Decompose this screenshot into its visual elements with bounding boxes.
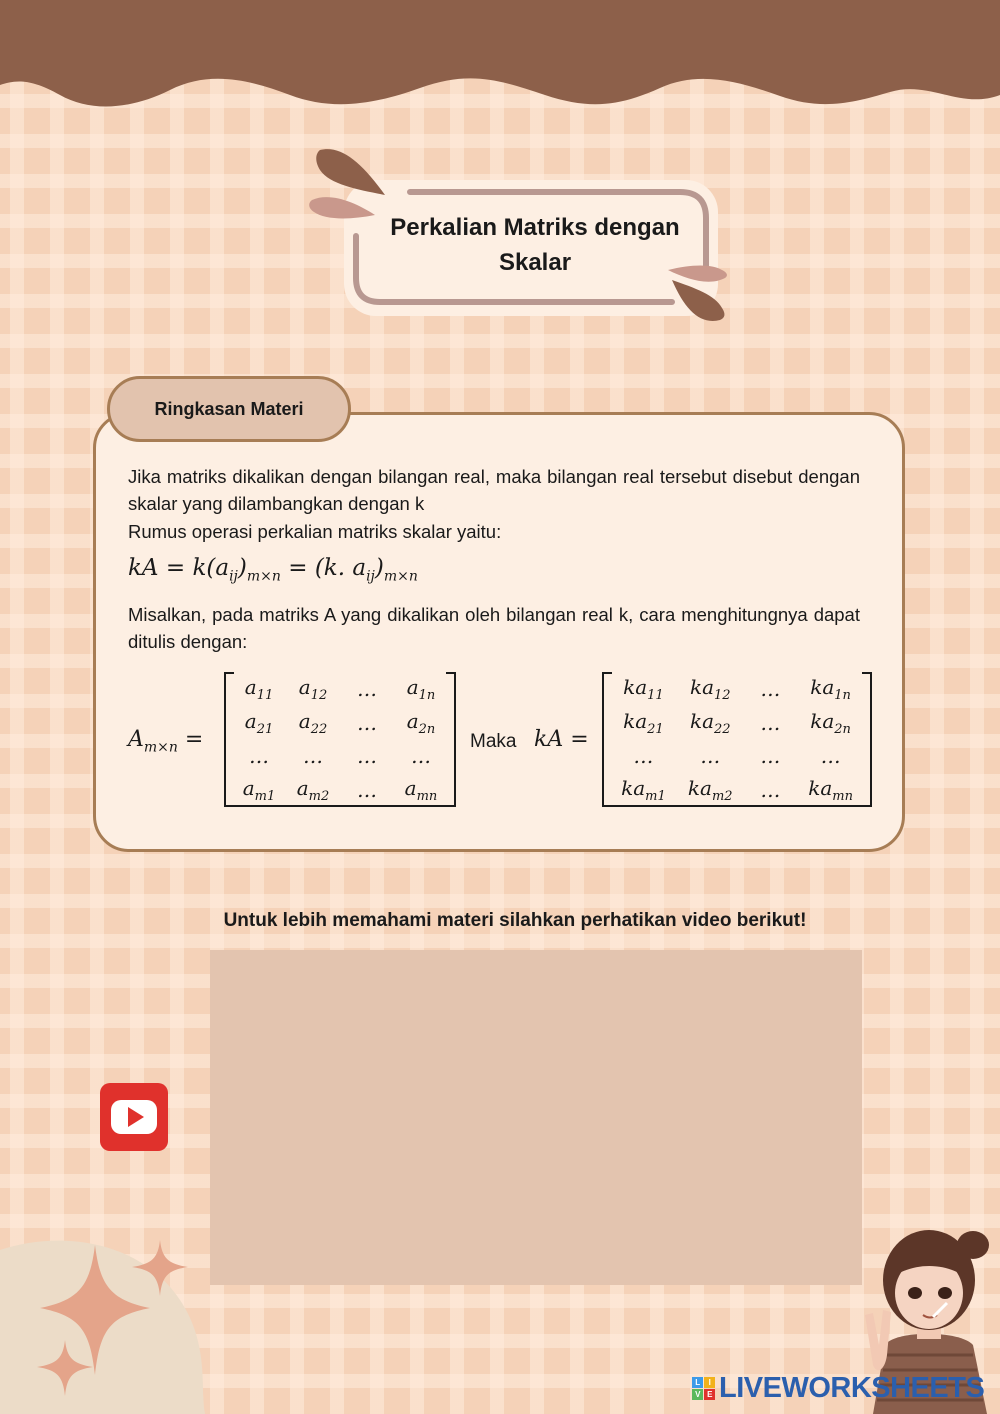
matrix-cell: $a_{22}$ — [298, 708, 328, 737]
intro-paragraph: Jika matriks dikalikan dengan bilangan real, maka bilangan real tersebut disebut dengan skalar yang dilambangkan dengan k — [128, 466, 860, 514]
matrix-row — [610, 776, 864, 804]
matrix-cell: … — [820, 744, 841, 769]
matrix-cell: … — [357, 710, 377, 735]
matrix-cell: $a_{12}$ — [298, 674, 328, 703]
matrix-cell: … — [760, 710, 781, 735]
matrix-cell: $ka_{21}$ — [623, 708, 664, 737]
matrix-row — [232, 744, 448, 768]
matrix-cell: … — [303, 744, 323, 769]
matrix-cell: $ka_{2n}$ — [810, 708, 851, 737]
matrix-cell: … — [249, 744, 269, 769]
matrix-cell: … — [760, 778, 781, 803]
matrix-cell: $ka_{mn}$ — [808, 776, 853, 805]
matrix-cell: $a_{m2}$ — [296, 776, 330, 805]
matrix-cell: $ka_{22}$ — [689, 708, 731, 737]
youtube-icon[interactable] — [100, 1083, 168, 1151]
matrix-cell: $a_{21}$ — [244, 708, 274, 737]
matrix-row — [610, 675, 864, 703]
liveworksheets-logo-mark: L I V E — [692, 1377, 715, 1400]
matrix-ka — [602, 672, 872, 807]
matrix-cell: … — [700, 744, 721, 769]
matrix-a-label: $A_{m\times n}$ = — [128, 727, 204, 756]
matrix-cell: $a_{2n}$ — [406, 708, 436, 737]
matrix-cell: $a_{11}$ — [244, 674, 274, 703]
liveworksheets-logo — [692, 1372, 984, 1405]
title-frame — [300, 140, 740, 330]
matrix-cell: … — [760, 676, 781, 701]
matrix-row — [610, 744, 864, 768]
matrix-row — [232, 709, 448, 737]
liveworksheets-text: LIVEWORKSHEETS — [719, 1372, 985, 1404]
matrix-cell: $ka_{11}$ — [623, 674, 664, 703]
matrix-a — [224, 672, 456, 807]
scalar-formula: kA = $k(a_{ij})_{m\times n} = (k$. $a_{ij})_{m\times n}$ — [128, 555, 418, 585]
matrix-cell: … — [357, 744, 377, 769]
video-heading: Untuk lebih memahami materi silahkan perhatikan video berikut! — [223, 910, 807, 931]
matrix-cell: $a_{1n}$ — [406, 674, 436, 703]
matrix-cell: … — [411, 744, 431, 769]
matrix-cell: … — [357, 676, 377, 701]
matrix-cell: $ka_{m2}$ — [687, 776, 733, 805]
matrix-cell: … — [633, 744, 654, 769]
summary-tab-label: Ringkasan Materi — [107, 376, 351, 442]
formula-intro-text: Rumus operasi perkalian matriks skalar yaitu: — [128, 521, 502, 542]
matrix-cell: $a_{mn}$ — [404, 776, 438, 805]
matrix-cell: … — [357, 778, 377, 803]
matrix-ka-label: kA = — [534, 727, 589, 752]
sparkle-decoration — [0, 1230, 240, 1414]
maka-label: Maka — [470, 731, 517, 752]
page-title: Perkalian Matriks dengan Skalar — [390, 214, 680, 276]
matrix-row — [232, 675, 448, 703]
matrix-row — [610, 709, 864, 737]
matrix-row — [232, 776, 448, 804]
matrix-equation — [128, 672, 873, 807]
example-paragraph: Misalkan, pada matriks A yang dikalikan oleh bilangan real k, cara menghitungnya dapat ditulis dengan: — [128, 604, 860, 652]
top-wave-decoration — [0, 0, 1000, 115]
matrix-cell: $ka_{1n}$ — [810, 674, 851, 703]
video-embed[interactable] — [210, 950, 862, 1285]
matrix-cell: $a_{m1}$ — [242, 776, 276, 805]
matrix-cell: $ka_{12}$ — [689, 674, 731, 703]
matrix-cell: $ka_{m1}$ — [621, 776, 666, 805]
matrix-cell: … — [760, 744, 781, 769]
